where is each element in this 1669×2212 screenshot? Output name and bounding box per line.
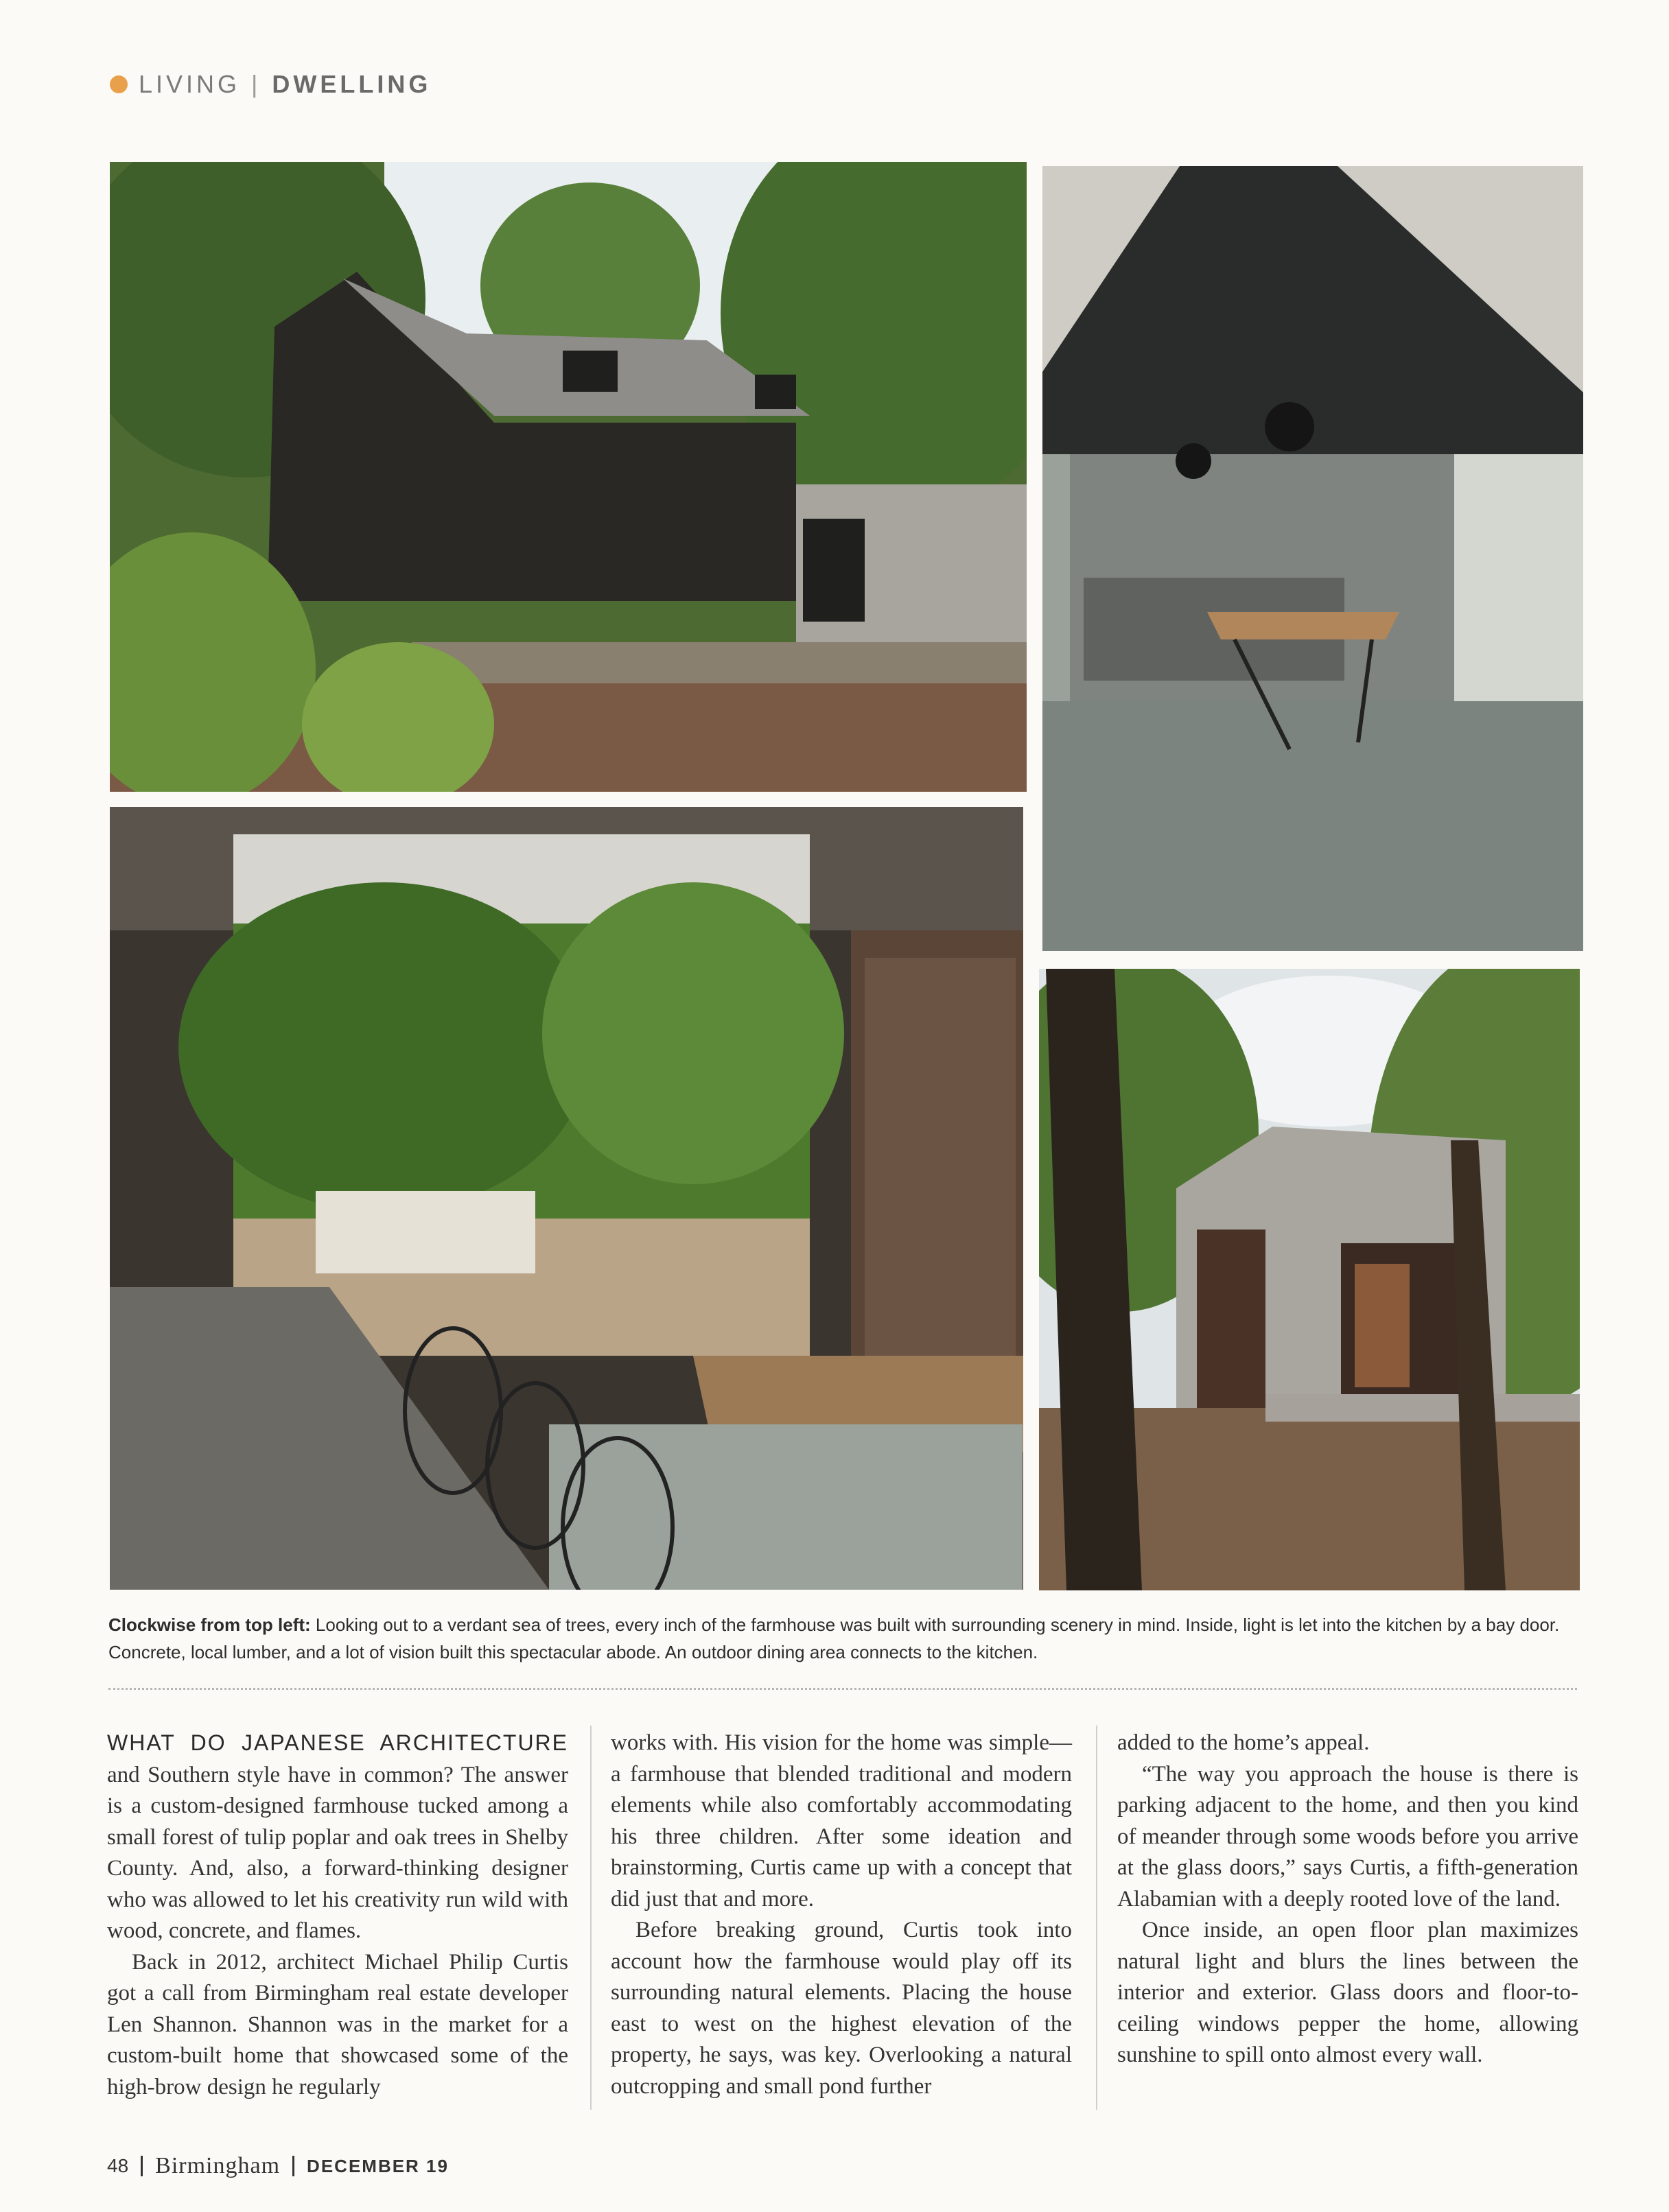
- article-col1-p2: Back in 2012, architect Michael Philip Curtis got a call from Birmingham real estate developer Len Shannon. Shannon was in the market for a custom-built home that showcased some of the high-brow design he regularly: [107, 1949, 568, 2099]
- footer-separator: [141, 2156, 143, 2176]
- column-divider: [1096, 1726, 1097, 2110]
- article-column-3: [1117, 1728, 1578, 2071]
- page-number: 48: [107, 2155, 129, 2176]
- article-col2-p1: works with. His vision for the home was simple—a farmhouse that blended traditional and modern elements while also comfortably accommodating his three children. After some ideation and brainstorming, Curtis came up with a concept that did just that and more.: [611, 1730, 1072, 1911]
- article-column-1: [107, 1728, 568, 2103]
- magazine-name: Birmingham: [155, 2153, 281, 2178]
- article-col3-p2: “The way you approach the house is there is parking adjacent to the home, and then you kind of meander through some woods before you arrive at the glass doors,” says Curtis, a fifth-generation Alabamian with a deeply rooted love of the land.: [1117, 1761, 1578, 1911]
- article-col1-p1: and Southern style have in common? The answer is a custom-designed farmhouse tucked among a small forest of tulip poplar and oak trees in Shelby County. And, also, a forward-thinking designer who was allowed to let his creativity run wild with wood, concrete, and flames.: [107, 1762, 568, 1943]
- section-header: [110, 70, 431, 99]
- section-dot-icon: [110, 75, 128, 93]
- article-col3-p1: added to the home’s appeal.: [1117, 1730, 1370, 1755]
- article-col2-p2: Before breaking ground, Curtis took into account how the farmhouse would play off its surrounding natural elements. Placing the house east to west on the highest elevation of the property, he says, was key. Overlooking a natural outcropping and small pond further: [611, 1918, 1072, 2099]
- column-divider: [590, 1726, 592, 2110]
- footer-separator: [292, 2156, 294, 2176]
- article-col3-p3: Once inside, an open floor plan maximizes natural light and blurs the lines between the interior and exterior. Glass doors and floor-to-ceiling windows pepper the home, allowing sunshine to spill onto almost every wall.: [1117, 1918, 1578, 2067]
- photo-farmhouse-exterior: [110, 162, 1027, 792]
- subsection-label: DWELLING: [272, 70, 432, 98]
- caption-text: Looking out to a verdant sea of trees, every inch of the farmhouse was built with surrounding scenery in mind. Inside, light is let into the kitchen by a bay door. Concrete, local lumber, and a lot of vision built this spectacular abode. An outdoor dining area connects to the kitchen.: [108, 1614, 1560, 1662]
- article-column-2: [611, 1728, 1072, 2102]
- caption-divider: [108, 1688, 1577, 1690]
- photo-kitchen-interior: [1042, 166, 1583, 951]
- photo-outdoor-pavilion: [1039, 969, 1580, 1590]
- photo-caption: [108, 1611, 1563, 1666]
- caption-lead: Clockwise from top left:: [108, 1614, 311, 1635]
- section-label: LIVING: [139, 70, 241, 98]
- photo-bay-door-dining: [110, 807, 1023, 1590]
- article-lead-caps: WHAT DO JAPANESE ARCHITECTURE: [107, 1730, 568, 1755]
- issue-date: DECEMBER 19: [307, 2155, 449, 2176]
- section-separator: |: [251, 70, 261, 98]
- page-footer: [107, 2153, 449, 2179]
